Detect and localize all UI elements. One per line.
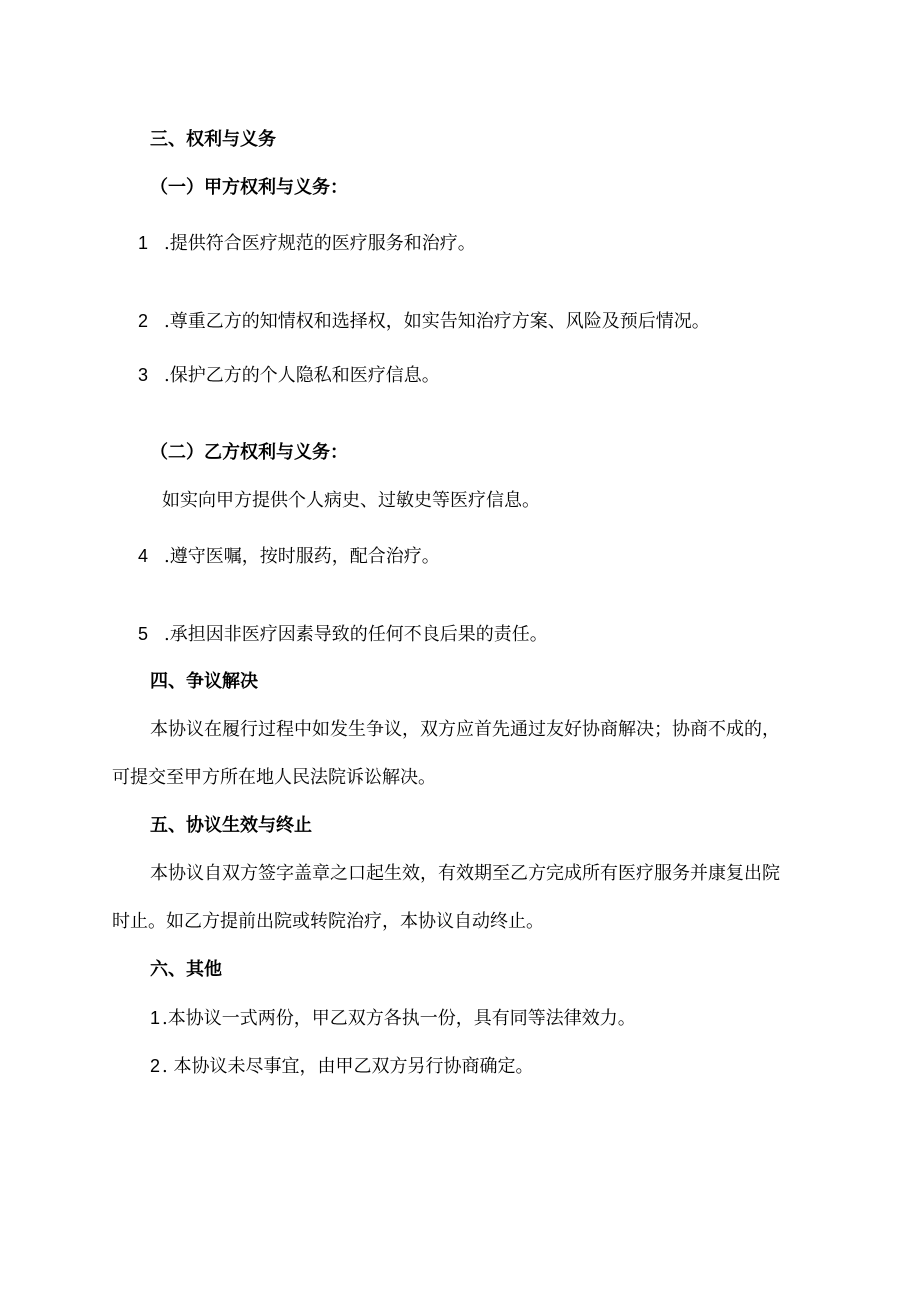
item-number: 5 — [138, 624, 149, 644]
part-b-intro: 如实向甲方提供个人病史、过敏史等医疗信息。 — [162, 490, 540, 511]
item-text: .遵守医嘱，按时服药，配合治疗。 — [164, 546, 440, 567]
item-number: 3 — [138, 365, 149, 385]
section-6-item-1 — [150, 1006, 636, 1031]
section-3-title: 三、权利与义务 — [150, 129, 276, 150]
item-number: 2 — [138, 311, 149, 331]
item-text: .保护乙方的个人隐私和医疗信息。 — [164, 365, 440, 386]
item-text: .提供符合医疗规范的医疗服务和治疗。 — [164, 233, 476, 254]
section-3-part-a-title: （一）甲方权利与义务： — [150, 177, 348, 198]
section-3-part-b-title: （二）乙方权利与义务： — [150, 442, 348, 463]
item-text: .尊重乙方的知情权和选择权，如实告知治疗方案、风险及预后情况。 — [164, 311, 710, 332]
section-5-title: 五、协议生效与终止 — [150, 815, 312, 836]
section-4-title: 四、争议解决 — [150, 671, 258, 692]
item-text: .本协议一式两份，甲乙双方各执一份，具有同等法律效力。 — [162, 1008, 636, 1029]
section-6-title: 六、其他 — [150, 959, 222, 980]
part-a-item-1 — [138, 231, 476, 256]
section-4-paragraph-line-2: 可提交至甲方所在地人民法院诉讼解决。 — [112, 767, 436, 788]
part-b-item-5 — [138, 622, 548, 647]
section-4-paragraph-line-1: 本协议在履行过程中如发生争议，双方应首先通过友好协商解决；协商不成的， — [150, 719, 780, 740]
item-text: . 本协议未尽事宜，由甲乙双方另行协商确定。 — [162, 1056, 534, 1077]
part-a-item-2 — [138, 309, 710, 334]
item-number: 1 — [150, 1008, 161, 1028]
section-6-item-2 — [150, 1054, 533, 1079]
part-a-item-3 — [138, 363, 440, 388]
section-5-paragraph-line-1: 本协议自双方签字盖章之口起生效，有效期至乙方完成所有医疗服务并康复出院 — [150, 863, 780, 884]
item-number: 4 — [138, 546, 149, 566]
item-number: 1 — [138, 233, 149, 253]
item-text: .承担因非医疗因素导致的任何不良后果的责任。 — [164, 624, 548, 645]
part-b-item-4 — [138, 544, 440, 569]
item-number: 2 — [150, 1056, 161, 1076]
section-5-paragraph-line-2: 时止。如乙方提前出院或转院治疗，本协议自动终止。 — [112, 911, 544, 932]
